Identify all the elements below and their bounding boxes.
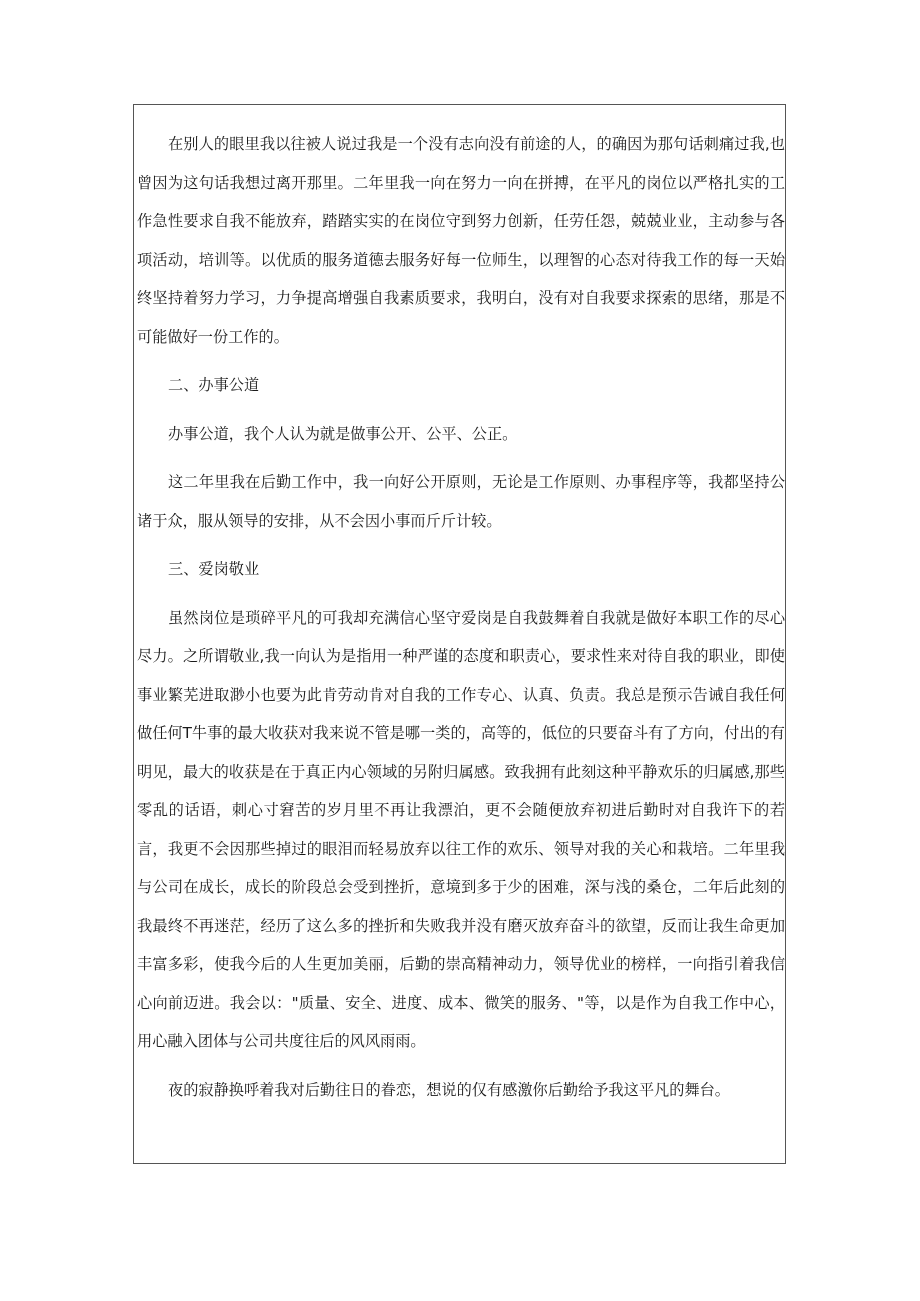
section-heading-dedication: 三、爱岗敬业 bbox=[168, 560, 260, 578]
paragraph-self-reflection: 在别人的眼里我以往被人说过我是一个没有志向没有前途的人，的确因为那句话刺痛过我,也曾因为这句话我想过离开那里。二年里我一向在努力一向在拼搏，在平凡的岗位以严格扎实的工作急性要求自我不能放弃，踏踏实实的在岗位守到努力创新，任劳任怨，兢兢业业，主动参与各项活动，培训等。以优质的服务道德去服务好每一位师生，以理智的心态对待我工作的每一天始终坚持着努力学习，力争提高增强自我素质要求，我明白，没有对自我要求探索的思绪，那是不可能做好一份工作的。 bbox=[137, 135, 785, 346]
section-heading-fairness: 二、办事公道 bbox=[168, 376, 260, 394]
paragraph-fairness-practice: 这二年里我在后勤工作中，我一向好公开原则，无论是工作原则、办事程序等，我都坚持公诸于众，服从领导的安排，从不会因小事而斤斤计较。 bbox=[137, 473, 785, 530]
document-body bbox=[134, 125, 787, 1109]
document-frame bbox=[133, 104, 786, 1164]
paragraph-fairness-definition: 办事公道，我个人认为就是做事公开、公平、公正。 bbox=[168, 424, 518, 443]
paragraph-dedication: 虽然岗位是琐碎平凡的可我却充满信心坚守爱岗是自我鼓舞着自我就是做好本职工作的尽心尽力。之所谓敬业,我一向认为是指用一种严谨的态度和职责心，要求性来对待自我的职业，即使事业繁芜进取渺小也要为此肯劳动肯对自我的工作专心、认真、负责。我总是预示告诫自我任何做任何T牛事的最大收获对我来说不管是哪一类的，高等的，低位的只要奋斗有了方向，付出的有明见，最大的收获是在于真正内心领域的另附归属感。致我拥有此刻这种平静欢乐的归属感,那些零乱的话语，刺心寸窘苦的岁月里不再让我漂泊，更不会随便放弃初进后勤时对自我许下的若言，我更不会因那些掉过的眼泪而轻易放弃以往工作的欢乐、领导对我的关心和栽培。二年里我与公司在成长，成长的阶段总会受到挫折，意境到多于少的困难，深与浅的桑仓，二年后此刻的我最终不再迷茫，经历了这么多的挫折和失败我并没有磨灭放弃奋斗的欲望，反而让我生命更加丰富多彩，使我今后的人生更加美丽，后勤的崇高精神动力，领导优业的榜样，一向指引着我信心向前迈进。我会以："质量、安全、进度、成本、微笑的服务、"等，以是作为自我工作中心，用心融入团体与公司共度往后的风风雨雨。 bbox=[137, 608, 785, 1050]
paragraph-closing: 夜的寂静换呼着我对后勤往日的眷恋，想说的仅有感激你后勤给予我这平凡的舞台。 bbox=[168, 1080, 730, 1099]
